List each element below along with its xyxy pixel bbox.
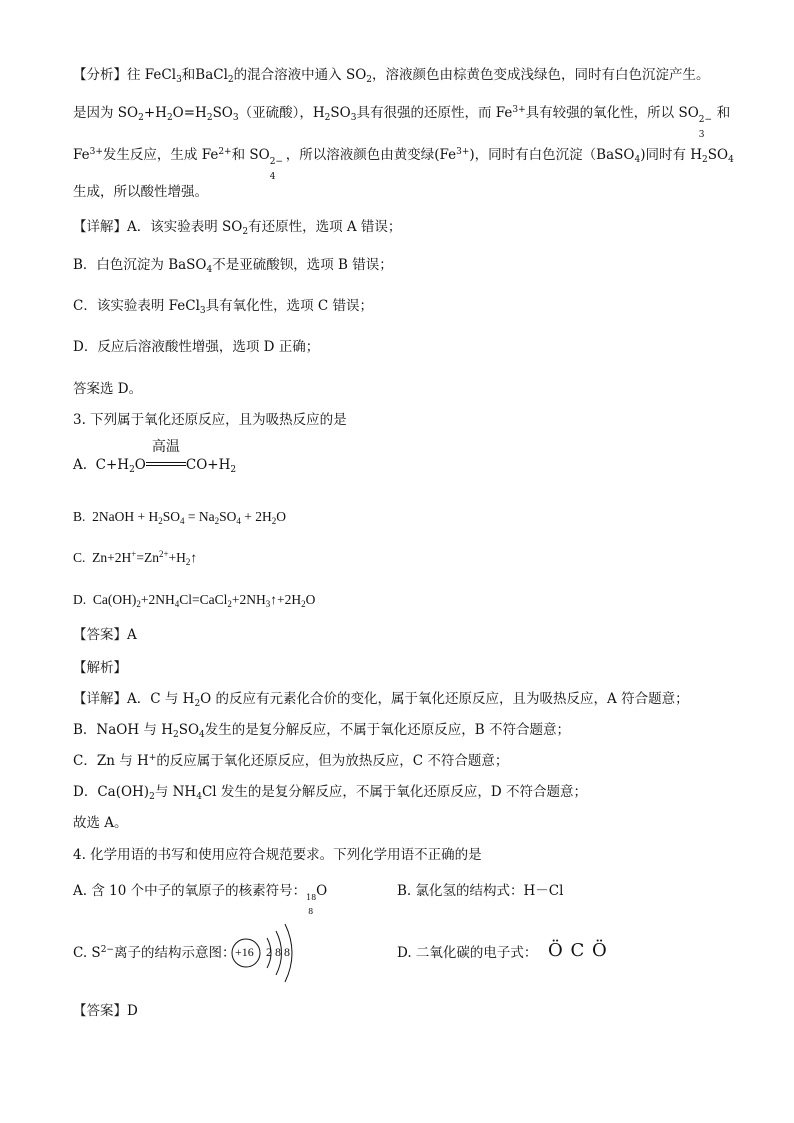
analysis-line-2: 是因为 $SO_2+H_2O=H_2SO_3$（亚硫酸），$H_2SO_3$具有很强的还原性，而 $Fe^{3+}$具有较强的氧化性，所以 SO 2− 3 和 — [73, 105, 731, 140]
q3-jiexi-tag: 【解析】 — [73, 660, 127, 676]
analysis-line-4: 生成，所以酸性增强。 — [73, 184, 208, 200]
q4-option-c: C. $S^{2-}$离子的结构示意图： — [73, 945, 236, 961]
q3-detail-b: B．NaOH 与 $H_2SO_4$发生的是复分解反应，不属于氧化还原反应，B 不符合题意； — [73, 722, 570, 740]
q3-option-d: D. $Ca(OH)_2+2NH_4Cl=CaCl_2+2NH_3↑+2H_2O$ — [73, 592, 316, 609]
detail-b: B．白色沉淀为 BaSO$_4$不是亚硫酸钡，选项 B 错误； — [73, 257, 393, 275]
q3-detail-a: 【详解】A．C 与 $H_2O$ 的反应有元素化合价的变化，属于氧化还原反应，且为吸热反应，A 符合题意； — [73, 691, 689, 709]
q4-stem: 4. 化学用语的书写和使用应符合规范要求。下列化学用语不正确的是 — [73, 847, 482, 863]
analysis-line-1: 【分析】往 FeCl$_3$和BaCl$_2$的混合溶液中通入 $SO_2$，溶液颜色由棕黄色变成浅绿色，同时有白色沉淀产生。 — [73, 67, 710, 85]
q4-option-a: A. 含 10 个中子的氧原子的核素符号： 18 8 O — [73, 883, 328, 916]
q4-option-d: D. 二氧化碳的电子式： — [397, 945, 538, 961]
sulfur-ion-structure-diagram — [229, 918, 309, 988]
q3-detail-c: C．Zn 与 H+的反应属于氧化还原反应，但为放热反应，C 不符合题意； — [73, 753, 509, 769]
q3-conclusion: 故选 A。 — [73, 815, 128, 831]
detail-a: 【详解】A．该实验表明 $SO_2$有还原性，选项 A 错误； — [73, 219, 402, 237]
detail-c: C．该实验表明 FeCl$_3$具有氧化性，选项 C 错误； — [73, 298, 374, 316]
nucleus-label: +16 — [235, 945, 254, 959]
q3-stem: 3. 下列属于氧化还原反应，且为吸热反应的是 — [73, 412, 347, 428]
high-temp-condition: 高温 — [146, 456, 186, 466]
shell-electrons: 2 8 8 — [266, 945, 290, 959]
q3-answer: 【答案】A — [73, 627, 137, 643]
detail-d: D．反应后溶液酸性增强，选项 D 正确； — [73, 339, 320, 355]
q3-option-c: C. $Zn+2H^+=Zn^{2+}+H_2↑$ — [73, 549, 198, 567]
q3-option-a: A. $C+H_2O$ 高温 $CO+H_2$ — [73, 439, 237, 475]
equals-sign — [146, 462, 186, 466]
q4-answer: 【答案】D — [73, 1003, 138, 1019]
detail-answer: 答案选 D。 — [73, 381, 143, 397]
analysis-line-3: $Fe^{3+}$发生反应，生成 $Fe^{2+}$和 SO 2− 4 ，所以溶液颜色由黄变绿$(Fe^{3+})$，同时有白色沉淀（BaSO$_4$)同时有 $H_2SO_4$ — [73, 147, 734, 182]
q3-option-b: B. 2NaOH + $H_2SO_4 = Na_2SO_4 + 2H_2O$ — [73, 509, 287, 526]
q3-detail-d: D．$Ca(OH)_2$与 $NH_4Cl$ 发生的是复分解反应，不属于氧化还原反应，D 不符合题意； — [73, 784, 587, 802]
co2-electron-formula: Ö C Ö — [548, 940, 608, 961]
q4-option-b: B. 氯化氢的结构式：H－Cl — [397, 883, 564, 899]
